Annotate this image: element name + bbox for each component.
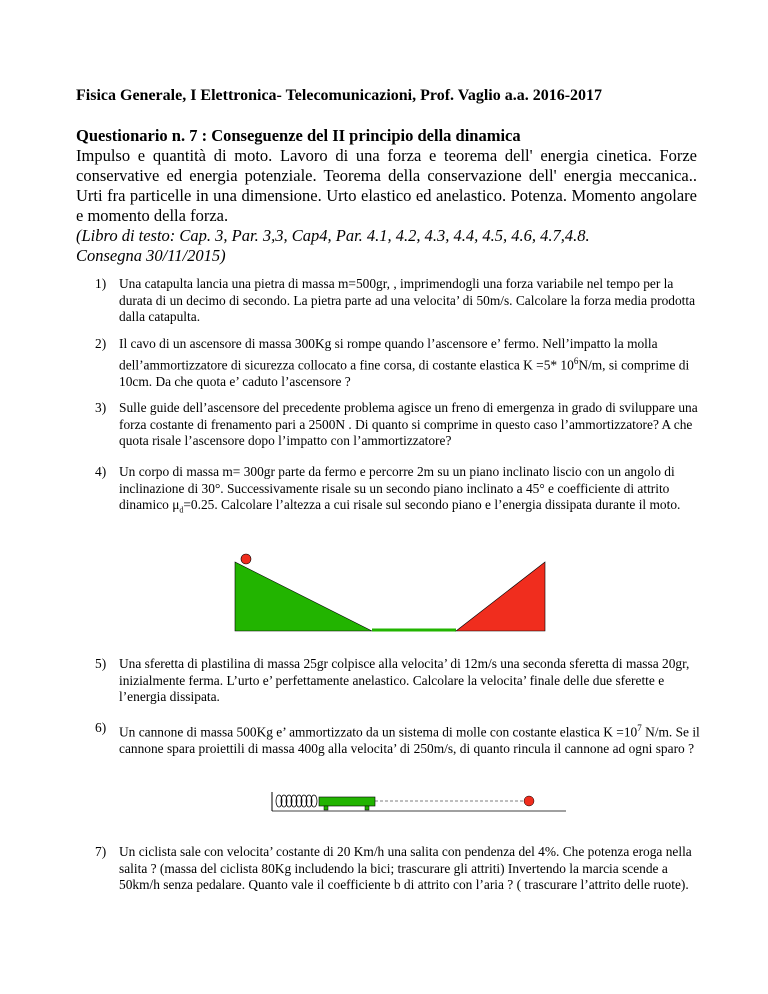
mu-symbol: μ [172,497,180,513]
problem-number: 6) [95,720,107,735]
problem-text: Sulle guide dell’ascensore del precedente problema agisce un freno di emergenza in grado di sviluppare una forza costante di frenamento pari a 2500N . Di quanto si comprime in questo caso l’ammortizzatore? A che quota risale l’ascensore dopo l’impatto con l’ammortizzatore? [119,400,698,449]
inclined-planes-figure [228,552,554,636]
questionnaire-intro: Impulso e quantità di moto. Lavoro di una forza e teorema dell' energia cinetica. Forze conservative ed energia potenziale. Teorema della conservazione dell' energia meccanica.. Urti fra particelle in una dimensione. Urto elastico ed anelastico. Potenza. Momento angolare e momento della forza. [76,146,697,225]
problem-text [119,720,705,758]
right-ramp [456,562,545,631]
problem-number: 2) [95,336,107,351]
problem-text: Una catapulta lancia una pietra di massa m=500gr, , imprimendogli una forza variabile nel tempo per la durata di un decimo di secondo. La pietra parte ad una velocita’ di 50m/s. Calcolare la forza media prodotta dalla catapulta. [119,276,696,325]
cannon-cart [319,797,375,806]
problem-text-part: Un cannone di massa 500Kg e’ ammortizzato da un sistema di molle con costante elastica K =10 [119,724,638,740]
course-header: Fisica Generale, I Elettronica- Telecomunicazioni, Prof. Vaglio a.a. 2016-2017 [76,87,603,104]
cart-wheel-left [324,806,328,810]
left-ramp [235,562,372,631]
textbook-reference [76,226,716,266]
problem-1 [95,276,705,326]
spring [276,795,317,807]
problem-7 [95,844,705,894]
projectile [524,796,534,806]
problem-number: 3) [95,400,107,415]
problem-text [119,464,705,519]
problem-text-part: =0.25. Calcolare l’altezza a cui risale sul secondo piano e l’energia dissipata durante il moto. [183,497,681,513]
problem-text-part: Un corpo di massa m= 300gr parte da fermo e percorre 2m su un piano inclinato liscio con un angolo di inclinazione di 30°. Successivamente risale su un secondo piano inclinato a 45° e coefficiente di attrito dinamico [119,464,675,513]
problem-3 [95,400,705,450]
problem-number: 7) [95,844,107,859]
problem-text: Una sferetta di plastilina di massa 25gr colpisce alla velocita’ di 12m/s una seconda sferetta di massa 20gr, inizialmente ferma. L’urto e’ perfettamente anelastico. Calcolare la velocita’ finale delle due sferette e l’energia dissipata. [119,656,690,705]
cannon-spring-figure [268,788,572,818]
problem-text: Un ciclista sale con velocita’ costante di 20 Km/h una salita con pendenza del 4%. Che potenza eroga nella salita ? (massa del ciclista 80Kg includendo la bici; trascurare gli attriti) Invertendo la marcia scende a 50km/h senza pedalare. Quanto vale il coefficiente b di attrito con l’aria ? ( trascurare l’attrito delle ruote). [119,844,692,893]
reference-line-2: Consegna 30/11/2015) [76,246,226,265]
problem-text-part: N/m. Se il cannone spara proiettili di massa 400g alla velocita’ di 250m/s, di quanto rincula il cannone ad ogni sparo ? [119,724,700,757]
problem-2 [95,336,705,390]
problem-number: 4) [95,464,107,479]
problem-4 [95,464,705,519]
problem-text-part: N/m, si comprime di 10cm. Da che quota e’ caduto l’ascensore ? [119,357,690,389]
superscript: 7 [637,723,642,733]
superscript: 6 [573,355,579,366]
problem-text-part: Il cavo di un ascensore di massa 300Kg si rompe quando l’ascensore e’ fermo. Nell’impatto la molla dell’ammortizzatore di sicurezza collocato a fine corsa, di costante elastica K =5* 10 [119,336,658,373]
ball [241,554,251,564]
reference-line-1: (Libro di testo: Cap. 3, Par. 3,3, Cap4, Par. 4.1, 4.2, 4.3, 4.4, 4.5, 4.6, 4.7,4.8. [76,226,590,245]
questionnaire-title: Questionario n. 7 : Conseguenze del II principio della dinamica [76,126,521,145]
problem-6 [95,720,705,758]
problem-text [119,336,705,390]
subscript: d [179,505,184,515]
problem-number: 1) [95,276,107,291]
problem-number: 5) [95,656,107,671]
cart-wheel-right [365,806,369,810]
problem-5 [95,656,705,706]
